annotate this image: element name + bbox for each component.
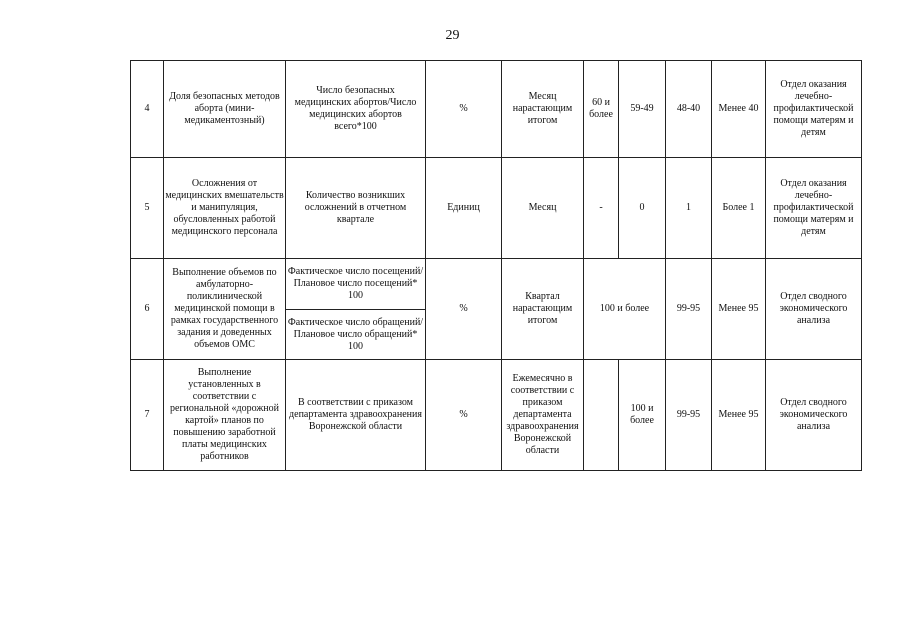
department-cell: Отдел оказания лечебно-профилактической помощи матерям и детям — [766, 61, 862, 158]
unit-cell: % — [426, 360, 502, 471]
indicator-cell: Выполнение объемов по амбулаторно-поликлинической медицинской помощи в рамках государственного задания и доведенных объемов ОМС — [164, 259, 286, 360]
period-cell: Месяц — [502, 158, 584, 259]
period-cell: Квартал нарастающим итогом — [502, 259, 584, 360]
indicator-cell: Доля безопасных методов аборта (мини-медикаментозный) — [164, 61, 286, 158]
value-cell: 59-49 — [619, 61, 666, 158]
formula-cell: Фактическое число обращений/Плановое число обращений* 100 — [286, 310, 426, 360]
department-cell: Отдел сводного экономического анализа — [766, 259, 862, 360]
value-cell: Менее 40 — [712, 61, 766, 158]
value-cell: Более 1 — [712, 158, 766, 259]
page-number: 29 — [445, 28, 460, 43]
table-row — [131, 158, 862, 259]
department-cell: Отдел оказания лечебно-профилактической помощи матерям и детям — [766, 158, 862, 259]
unit-cell: % — [426, 259, 502, 360]
table-row — [131, 61, 862, 158]
period-cell: Ежемесячно в соответствии с приказом департамента здравоохранения Воронежской области — [502, 360, 584, 471]
value-cell: 60 и более — [584, 61, 619, 158]
value-cell: 100 и более — [584, 259, 666, 360]
row-number: 5 — [131, 158, 164, 259]
indicator-cell: Выполнение установленных в соответствии с региональной «дорожной картой» планов по повышению заработной платы медицинских работников — [164, 360, 286, 471]
period-cell: Месяц нарастающим итогом — [502, 61, 584, 158]
unit-cell: Единиц — [426, 158, 502, 259]
value-cell — [584, 360, 619, 471]
value-cell: 100 и более — [619, 360, 666, 471]
indicator-cell: Осложнения от медицинских вмешательств и манипуляция, обусловленных работой медицинского персонала — [164, 158, 286, 259]
value-cell: 48-40 — [666, 61, 712, 158]
value-cell: - — [584, 158, 619, 259]
value-cell: 99-95 — [666, 360, 712, 471]
row-number: 6 — [131, 259, 164, 360]
table-row — [131, 360, 862, 471]
table-row — [131, 259, 862, 310]
value-cell: 1 — [666, 158, 712, 259]
indicators-table — [130, 60, 862, 471]
row-number: 7 — [131, 360, 164, 471]
formula-cell: Фактическое число посещений/Плановое число посещений* 100 — [286, 259, 426, 310]
unit-cell: % — [426, 61, 502, 158]
formula-cell: В соответствии с приказом департамента здравоохранения Воронежской области — [286, 360, 426, 471]
department-cell: Отдел сводного экономического анализа — [766, 360, 862, 471]
value-cell: 0 — [619, 158, 666, 259]
value-cell: Менее 95 — [712, 259, 766, 360]
row-number: 4 — [131, 61, 164, 158]
formula-cell: Число безопасных медицинских абортов/Число медицинских абортов всего*100 — [286, 61, 426, 158]
value-cell: 99-95 — [666, 259, 712, 360]
value-cell: Менее 95 — [712, 360, 766, 471]
formula-cell: Количество возникших осложнений в отчетном квартале — [286, 158, 426, 259]
